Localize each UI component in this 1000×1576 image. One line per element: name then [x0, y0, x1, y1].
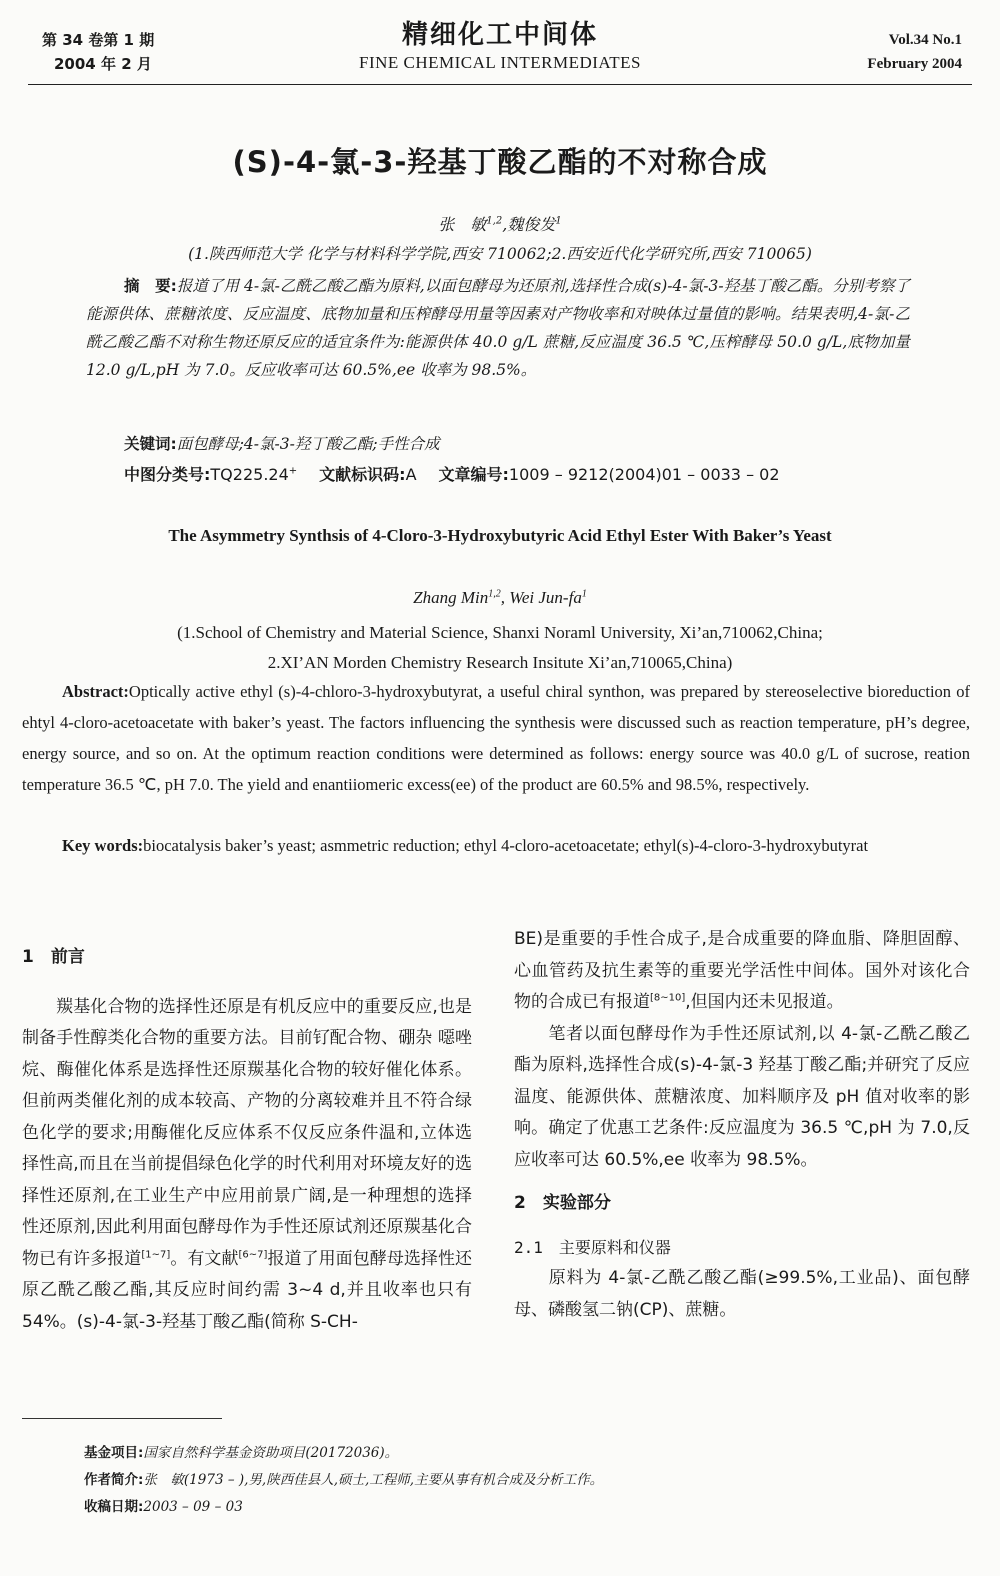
section-2-1-heading: 2.1 主要原料和仪器 — [514, 1237, 671, 1257]
keywords-text-cn: 面包酵母;4-氯-3-羟丁酸乙酯;手性合成 — [176, 435, 440, 453]
journal-masthead — [0, 18, 1000, 74]
date-cn: 2004 年 2 月 — [54, 55, 152, 73]
author-bio-label: 作者简介: — [84, 1472, 144, 1488]
volume-issue-en: Vol.34 No.1 — [888, 32, 962, 48]
journal-name-cn: 精细化工中间体 — [401, 20, 598, 50]
header-volume-en — [867, 28, 962, 76]
body-p1-cont-text-a: BE)是重要的手性合成子,是合成重要的降血脂、降胆固醇、心血管药及抗生素等的重要光学活性中间体。国外对该化合物的合成已有报道 — [514, 929, 970, 1012]
date-en: February 2004 — [867, 56, 962, 72]
author-1-cn: 张 敏 — [438, 215, 487, 234]
body-p1-cont-text-b: ,但国内还未见报道。 — [685, 992, 844, 1012]
citation-8-10: [8~10] — [650, 992, 686, 1004]
keywords-en — [22, 830, 970, 861]
footnote-author — [84, 1467, 964, 1494]
affiliation-cn: (1.陕西师范大学 化学与材料科学学院,西安 710062;2.西安近代化学研究所,西安 710065) — [188, 245, 812, 263]
doc-code-value: A — [405, 465, 417, 484]
paper-title-en: The Asymmetry Synthsis of 4-Cloro-3-Hydroxybutyric Acid Ethyl Ester With Baker’s Yeast — [168, 526, 832, 545]
affiliation-en-line2: 2.XI’AN Morden Chemistry Research Insitute Xi’an,710065,China) — [267, 653, 733, 672]
abstract-label-cn: 摘 要: — [124, 277, 177, 295]
body-right-column — [514, 924, 970, 1326]
journal-name-en: FINE CHEMICAL INTERMEDIATES — [358, 53, 642, 72]
authors-en — [0, 588, 1000, 608]
body-paragraph-3 — [514, 1263, 970, 1326]
body-paragraph-1 — [22, 992, 472, 1339]
abstract-text-cn: 报道了用 4-氯-乙酰乙酸乙酯为原料,以面包酵母为还原剂,选择性合成(s)-4-氯-3-羟基丁酸乙酯。分别考察了能源供体、蔗糖浓度、反应温度、底物加量和压榨酵母用量等因素对产物收率和对映体过量值的影响。结果表明,4-氯-乙酰乙酸乙酯不对称生物还原反应的适宜条件为:能源供体 40.0 g/L 蔗糖,反应温度 36.5 ℃,压榨酵母 50.0 g/L,底物加量 12.0 g/L,pH 为 7.0。反应收率可达 60.5%,ee 收率为 98.5%。 — [86, 277, 911, 379]
abstract-text-en: Optically active ethyl (s)-4-chloro-3-hydroxybutyrat, a useful chiral synthon, was prepared by stereoselective bioreduction of ehtyl 4-cloro-acetoacetate with baker’s yeast. The factors influencing the synthesis were discussed such as reaction temperature, pH’s degree, energy source, and so on. At the optimum reaction conditions were determined as follows: energy source was 40.0 g/L of sucrose, reation temperature 36.5 ℃, pH 7.0. The yield and enantiiomeric excess(ee) of the product are 60.5% and 98.5%, respectively. — [22, 682, 970, 794]
body-p2-text: 笔者以面包酵母作为手性还原试剂,以 4-氯-乙酰乙酸乙酯为原料,选择性合成(s)-4-氯-3 羟基丁酸乙酯;并研究了反应温度、能源供体、蔗糖浓度、加料顺序及 pH 值对收率的影响。确定了优惠工艺条件:反应温度为 36.5 ℃,pH 为 7.0,反应收率可达 60.5%,ee 收率为 98.5%。 — [514, 1023, 970, 1170]
affiliation-en — [0, 618, 1000, 678]
body-p1-text-c: 报道了用面包酵母选择性还原乙酰乙酸乙酯,其反应时间约需 3~4 d,并且收率也只有 54%。(s)-4-氯-3-羟基丁酸乙酯(简称 S-CH- — [22, 1248, 473, 1332]
article-no-value: 1009 – 9212(2004)01 – 0033 – 02 — [508, 465, 780, 484]
keywords-label-en: Key words: — [62, 836, 144, 855]
footnote-divider — [22, 1418, 222, 1419]
author-2-en: , Wei Jun-fa — [500, 588, 582, 607]
clc-value: TQ225.24 — [210, 465, 289, 484]
funding-label: 基金项目: — [84, 1445, 144, 1461]
clc-label: 中图分类号: — [124, 465, 211, 484]
body-paragraph-1-cont — [514, 924, 970, 1019]
abstract-en — [22, 676, 970, 800]
author-bio-text: 张 敏(1973 – ),男,陕西佳县人,硕士,工程师,主要从事有机合成及分析工作。 — [143, 1472, 604, 1488]
author-2-en-sup: 1 — [581, 588, 587, 600]
header-divider — [28, 84, 972, 85]
received-date: 2003 – 09 – 03 — [143, 1499, 243, 1515]
body-p1-text-a: 羰基化合物的选择性还原是有机反应中的重要反应,也是制备手性醇类化合物的重要方法。目前钌配合物、硼杂 噁唑烷、酶催化体系是选择性还原羰基化合物的较好催化体系。但前两类催化剂的成本较高、产物的分离较难并且不符合绿色化学的要求;用酶催化反应体系不仅反应条件温和,立体选择性高,而且在当前提倡绿色化学的时代利用对环境友好的选择性还原剂,在工业生产中应用前景广阔,是一种理想的选择性还原剂,因此利用面包酵母作为手性还原试剂还原羰基化合物已有许多报道 — [22, 996, 472, 1269]
affiliation-en-line1: (1.School of Chemistry and Material Science, Shanxi Noraml University, Xi’an,710062,China; — [177, 623, 823, 642]
authors-cn — [0, 212, 1000, 235]
citation-1-7: [1~7] — [141, 1248, 171, 1260]
citation-6-7: [6~7] — [238, 1248, 268, 1260]
paper-title-cn: (S)-4-氯-3-羟基丁酸乙酯的不对称合成 — [232, 145, 768, 179]
author-1-en-sup: 1,2 — [488, 588, 501, 600]
volume-issue-cn: 第 34 卷第 1 期 — [42, 31, 155, 49]
author-1-sup: 1,2 — [486, 215, 503, 227]
keywords-text-en: biocatalysis baker’s yeast; asmmetric reduction; ethyl 4-cloro-acetoacetate; ethyl(s)-4-cloro-3-hydroxybutyrat — [143, 836, 869, 855]
keywords-cn — [124, 432, 440, 454]
abstract-label-en: Abstract: — [62, 682, 129, 701]
received-label: 收稿日期: — [84, 1499, 144, 1515]
body-left-column — [22, 938, 472, 1338]
footnote-funding — [84, 1440, 964, 1467]
body-paragraph-2 — [514, 1019, 970, 1177]
section-2-heading: 2 实验部分 — [514, 1193, 611, 1213]
author-2-cn: ,魏俊发 — [502, 215, 556, 234]
keywords-label-cn: 关键词: — [124, 435, 177, 453]
footnotes — [84, 1440, 964, 1521]
classification-line — [124, 462, 780, 485]
abstract-cn — [86, 272, 910, 384]
body-p3-text: 原料为 4-氯-乙酰乙酸乙酯(≥99.5%,工业品)、面包酵母、磷酸氢二钠(CP)、蔗糖。 — [514, 1268, 970, 1320]
section-1-heading: 1 前言 — [22, 947, 85, 967]
author-1-en: Zhang Min — [413, 588, 489, 607]
article-no-label: 文章编号: — [438, 465, 509, 484]
funding-text: 国家自然科学基金资助项目(20172036)。 — [143, 1445, 399, 1461]
author-2-sup: 1 — [555, 215, 562, 227]
clc-sup: + — [288, 465, 298, 477]
footnote-received — [84, 1494, 964, 1521]
body-p1-text-b: 。有文献 — [170, 1248, 239, 1269]
doc-code-label: 文献标识码: — [319, 465, 406, 484]
